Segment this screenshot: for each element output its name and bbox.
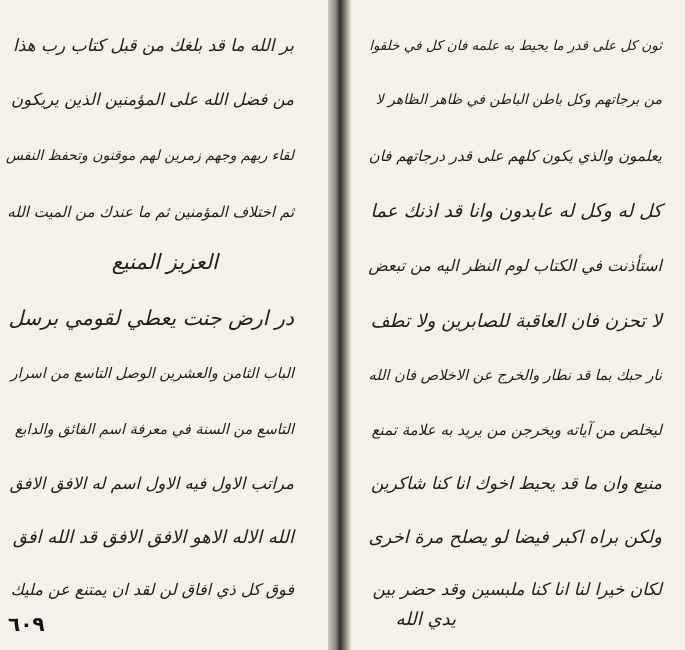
page-number: ٦٠٩ — [8, 612, 45, 636]
right-text-line-8: ليخلص من آياته ويخرجن من يريد به علامة تمنع — [371, 421, 662, 439]
right-text-line-4: كل له وكل له عابدون وانا قد اذنك عما — [370, 201, 662, 222]
left-text-line-8: التاسع من السنة في معرفة اسم الفائق والدابع — [14, 422, 294, 438]
left-text-line-5: العزيز المنيع — [111, 250, 218, 274]
right-text-line-12: يدي الله — [395, 609, 456, 630]
right-text-line-10: ولكن براه اكبر فيضا لو يصلح مرة اخرى — [368, 527, 662, 548]
left-text-line-11: فوق كل ذي افاق لن لقد ان يمتنع عن مليك — [10, 580, 294, 599]
left-text-line-3: لقاء ربهم وجهم زمرين لهم موقنون وتحفظ النفس — [5, 148, 294, 164]
right-text-line-7: نار حبك بما قد نطار والخرج عن الاخلاص فان الله — [368, 368, 662, 384]
right-text-line-9: منيع وان ما قد يحيط اخوك انا كنا شاكرين — [370, 474, 662, 494]
left-text-line-2: من فضل الله على المؤمنين الذين يريكون — [10, 90, 294, 109]
right-page — [350, 0, 685, 650]
left-text-line-10: الله الاله الاهو الافق الافق قد الله افق — [12, 527, 294, 548]
right-text-line-1: ثون كل على قدر ما يحيط به علمه فان كل في خلقوا — [369, 38, 662, 54]
left-text-line-9: مراتب الاول فيه الاول اسم له الافق الافق — [9, 474, 294, 493]
left-text-line-7: الباب الثامن والعشرين الوصل التاسع من اسرار — [10, 366, 294, 382]
right-text-line-6: لا تحزن فان العاقبة للصابرين ولا تطف — [370, 311, 662, 332]
left-page — [0, 0, 329, 650]
right-text-line-5: استأذنت في الكتاب لوم النظر اليه من تبعض — [368, 256, 662, 275]
left-text-line-6: در ارض جنت يعطي لقومي برسل — [8, 306, 294, 330]
left-text-line-4: ثم اختلاف المؤمنين ثم ما عندك من الميت الله — [7, 203, 294, 221]
right-text-line-3: يعلمون والذي يكون كلهم على قدر درجاتهم فان — [368, 147, 662, 165]
right-text-line-11: لكان خيرا لنا انا كنا ملبسين وقد حضر بين — [372, 580, 662, 600]
left-text-line-1: بر الله ما قد بلغك من قبل كتاب رب هذا — [12, 36, 294, 56]
book-gutter — [328, 0, 350, 650]
right-text-line-2: من برجاتهم وكل باطن الباطن في ظاهر الظاهر لا — [375, 92, 662, 108]
